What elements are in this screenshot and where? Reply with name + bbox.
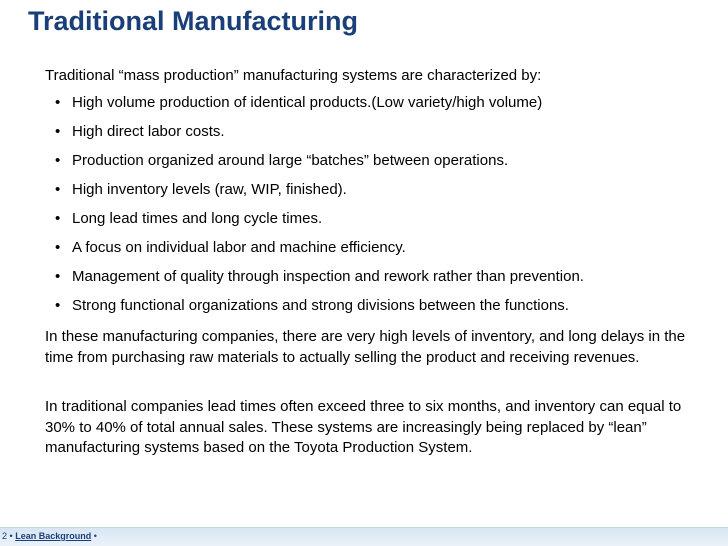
- intro-text: Traditional “mass production” manufacturing systems are characterized by:: [45, 67, 542, 84]
- list-item: [55, 152, 695, 181]
- list-item: [55, 123, 695, 152]
- list-item-text: High direct labor costs.: [72, 123, 225, 140]
- page-number: 2: [2, 531, 8, 541]
- bullet-icon: •: [55, 210, 61, 227]
- footer-trailing-separator: •: [93, 531, 97, 541]
- lead-times-paragraph: In traditional companies lead times often exceed three to six months, and inventory can equal to 30% to 40% of total annual sales. These systems are increasingly being replaced by “lean” manufacturing systems based on the Toyota Production System.: [45, 398, 682, 456]
- list-item: [55, 94, 695, 123]
- footer-bar: [0, 527, 728, 546]
- bullet-icon: •: [55, 94, 61, 111]
- footer-text: [2, 531, 97, 541]
- list-item-text: Management of quality through inspection and rework rather than prevention.: [72, 268, 584, 285]
- list-item-text: High volume production of identical products.(Low variety/high volume): [72, 94, 543, 111]
- bullet-icon: •: [55, 239, 61, 256]
- section-link[interactable]: Lean Background: [15, 531, 92, 541]
- list-item-text: A focus on individual labor and machine efficiency.: [72, 239, 406, 256]
- bullet-icon: •: [55, 123, 61, 140]
- list-item: [55, 239, 695, 268]
- list-item-text: High inventory levels (raw, WIP, finished).: [72, 181, 347, 198]
- characteristics-list: [55, 94, 695, 326]
- list-item: [55, 268, 695, 297]
- bullet-icon: •: [55, 181, 61, 198]
- inventory-paragraph: In these manufacturing companies, there are very high levels of inventory, and long delays in the time from purchasing raw materials to actually selling the product and receiving revenues.: [45, 328, 686, 366]
- slide-title: Traditional Manufacturing: [28, 6, 359, 36]
- footer-separator: •: [9, 531, 13, 541]
- bullet-icon: •: [55, 297, 61, 314]
- list-item-text: Long lead times and long cycle times.: [72, 210, 323, 227]
- list-item: [55, 297, 695, 326]
- list-item-text: Strong functional organizations and strong divisions between the functions.: [72, 297, 569, 314]
- bullet-icon: •: [55, 268, 61, 285]
- list-item: [55, 181, 695, 210]
- list-item-text: Production organized around large “batches” between operations.: [72, 152, 509, 169]
- bullet-icon: •: [55, 152, 61, 169]
- list-item: [55, 210, 695, 239]
